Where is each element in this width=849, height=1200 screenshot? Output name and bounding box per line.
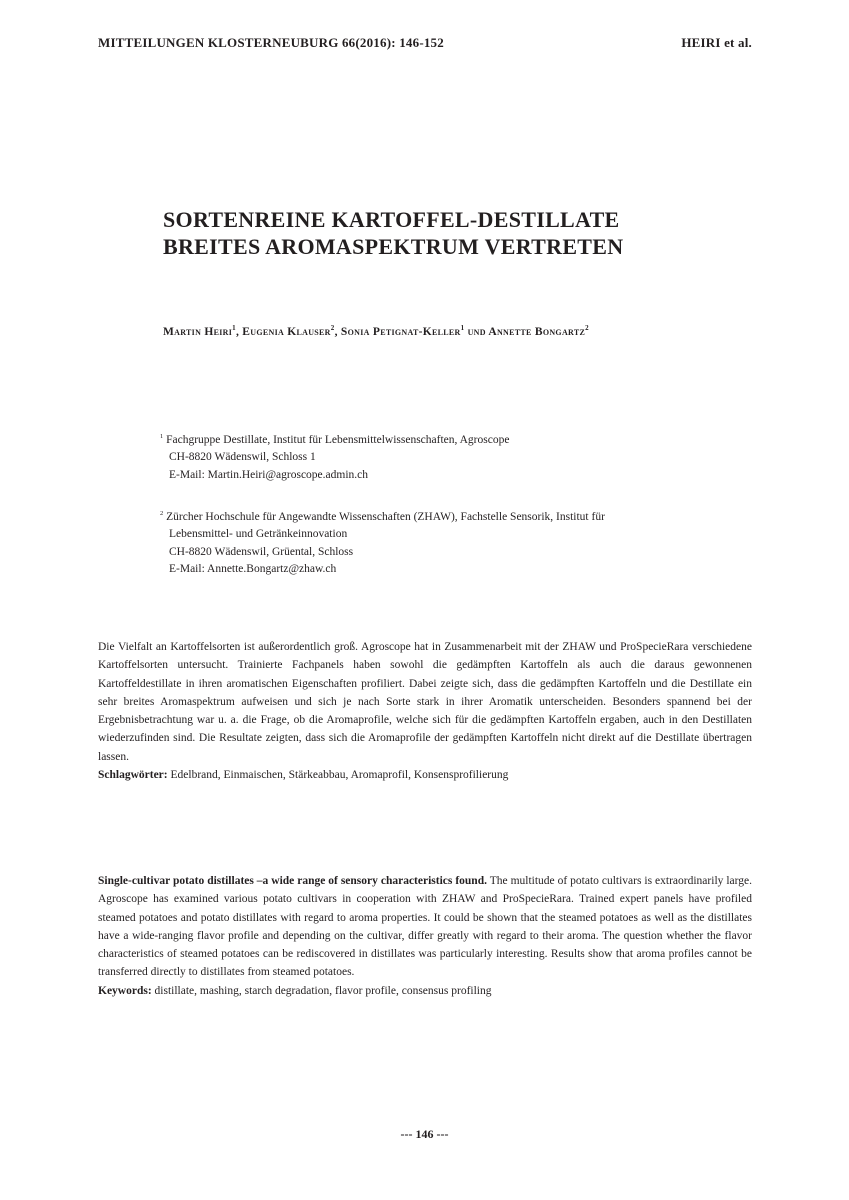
abstract-english-text: The multitude of potato cultivars is extraordinarily large. Agroscope has examined various potato cultivars in cooperation with ZHAW and ProSpecieRara. Trained expert panels have profiled steamed potatoes and potato distillates with regard to aroma properties. It could be shown that the steamed potatoes as well as the distillates have a wide-ranging flavor profile and depending on the cultivar, differ greatly with regard to their aroma. The question whether the flavor characteristics of steamed potatoes can be rediscovered in distillates was particularly interesting. Results show that aroma profiles cannot be transferred directly to distillates from steamed potatoes. xyxy=(98,875,752,979)
keywords-english xyxy=(98,982,752,1000)
affiliation-address: CH-8820 Wädenswil, Grüental, Schloss xyxy=(169,545,354,558)
affiliation-2 xyxy=(160,505,605,579)
journal-header: MITTEILUNGEN KLOSTERNEUBURG 66(2016): 146-152 xyxy=(98,35,444,50)
keywords-english-list: distillate, mashing, starch degradation, flavor profile, consensus profiling xyxy=(151,984,492,997)
author-name: Eugenia Klauser xyxy=(242,325,331,338)
affiliation-email: E-Mail: Martin.Heiri@agroscope.admin.ch xyxy=(169,468,369,481)
author-name: Annette Bongartz xyxy=(488,325,586,338)
affiliation-email: E-Mail: Annette.Bongartz@zhaw.ch xyxy=(169,563,337,576)
title-line-1: SORTENREINE KARTOFFEL-DESTILLATE xyxy=(163,207,620,232)
keywords-german-list: Edelbrand, Einmaischen, Stärkeabbau, Aromaprofil, Konsensprofilierung xyxy=(167,769,509,782)
author-name: Sonia Petignat-Keller xyxy=(340,325,461,338)
affiliation-institute: Zürcher Hochschule für Angewandte Wissenschaften (ZHAW), Fachstelle Sensorik, Institut für xyxy=(166,510,605,523)
running-author-header: HEIRI et al. xyxy=(681,35,752,50)
abstract-german-text: Die Vielfalt an Kartoffelsorten ist außerordentlich groß. Agroscope hat in Zusammenarbeit mit der ZHAW und ProSpecieRara verschiedene Kartoffelsorten untersucht. Trainierte Fachpanels haben sowohl die gedämpften Kartoffeln als auch die daraus gewonnenen Kartoffeldestillate in ihren aromatischen Eigenschaften profiliert. Dabei zeigte sich, dass die gedämpften Kartoffeln und die Destillate ein sehr breites Aromaspektrum aufweisen und sich je nach Sorte stark in ihrer Aromatik unterscheiden. Besonders spannend bei der Ergebnisbetrachtung war u. a. die Frage, ob die Aromaprofile, welche sich für die gedämpften Kartoffeln ergaben, auch in den Destillaten wiederzufinden sind. Die Resultate zeigten, dass sich die Aromaprofile der gedämpften Kartoffeln nicht direkt auf die Destillate übertragen lassen. xyxy=(98,641,752,763)
author-affil-sup: 2 xyxy=(330,324,335,332)
keywords-english-label: Keywords: xyxy=(98,984,152,997)
affiliation-institute: Fachgruppe Destillate, Institut für Lebensmittelwissenschaften, Agroscope xyxy=(166,433,510,446)
abstract-english-lead: Single-cultivar potato distillates –a wide range of sensory characteristics found. xyxy=(98,875,487,887)
affiliation-address: CH-8820 Wädenswil, Schloss 1 xyxy=(169,451,316,464)
abstract-english xyxy=(98,872,752,1000)
affiliation-line xyxy=(160,505,605,526)
affiliation-sup: 1 xyxy=(160,433,164,440)
author-separator: , xyxy=(334,325,341,338)
abstract-german xyxy=(98,638,752,784)
paper-title xyxy=(163,206,623,260)
affiliation-sup: 2 xyxy=(160,510,164,517)
page-number: --- 146 --- xyxy=(400,1127,449,1141)
author-affil-sup: 1 xyxy=(232,324,236,332)
affiliation-1 xyxy=(160,428,509,484)
author-separator: und xyxy=(464,325,489,338)
author-name: Martin Heiri xyxy=(163,325,233,338)
author-affil-sup: 2 xyxy=(585,324,589,332)
affiliation-institute-cont: Lebensmittel- und Getränkeinnovation xyxy=(169,528,348,541)
author-list xyxy=(163,324,589,338)
affiliation-line xyxy=(160,428,509,449)
keywords-german-label: Schlagwörter: xyxy=(98,769,168,782)
author-separator: , xyxy=(235,325,243,338)
keywords-german xyxy=(98,766,752,784)
abstract-english-paragraph xyxy=(98,872,752,982)
title-line-2: BREITES AROMASPEKTRUM VERTRETEN xyxy=(163,234,624,259)
author-affil-sup: 1 xyxy=(460,324,465,332)
